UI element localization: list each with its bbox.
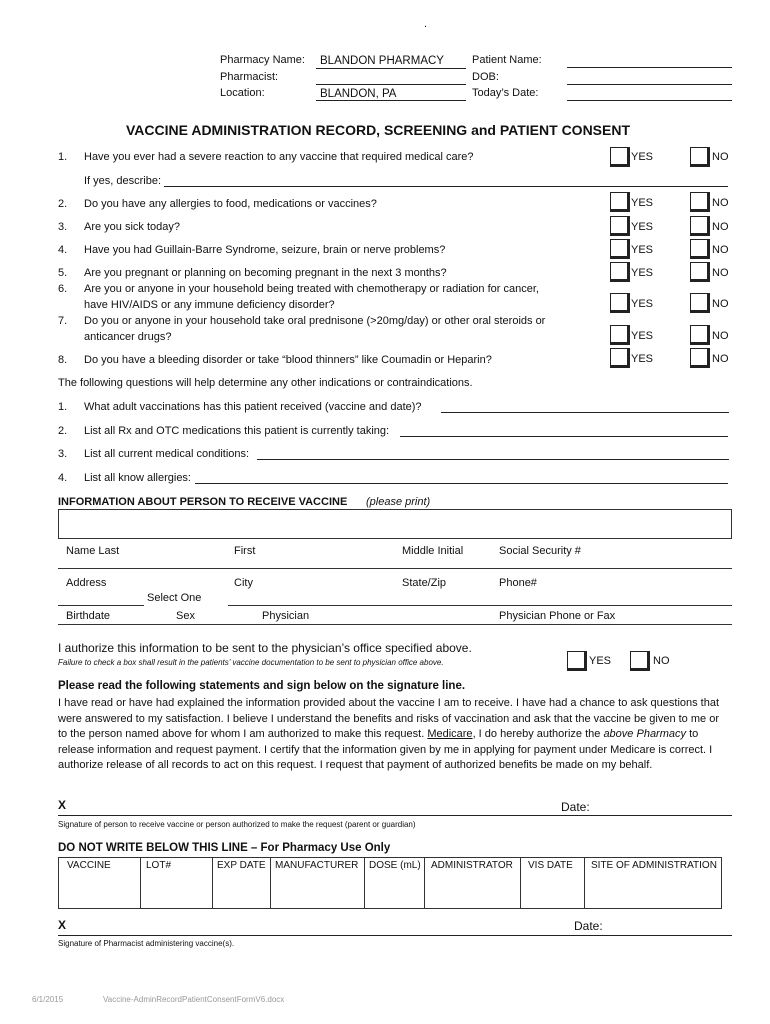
q6-yes-label: YES bbox=[631, 298, 654, 310]
i3-number: 3. bbox=[58, 448, 68, 460]
middle-initial-label: Middle Initial bbox=[402, 545, 464, 557]
patient-signature-caption: Signature of person to receive vaccine or person authorized to make the request (parent or guardian) bbox=[58, 820, 416, 829]
q1-number: 1. bbox=[58, 151, 68, 163]
location-value[interactable]: BLANDON, PA bbox=[320, 88, 397, 100]
q1-no-label: NO bbox=[712, 151, 729, 163]
todays-date-line[interactable] bbox=[567, 100, 732, 101]
consent-paragraph bbox=[58, 696, 730, 774]
col-sep-2 bbox=[212, 857, 213, 909]
q8-yes-checkbox[interactable] bbox=[610, 348, 630, 368]
pharmacist-signature-line[interactable] bbox=[58, 935, 732, 936]
q4-yes-label: YES bbox=[631, 244, 654, 256]
col-vis-date: VIS DATE bbox=[528, 860, 573, 871]
patient-signature-line[interactable] bbox=[58, 815, 732, 816]
q1-text: Have you ever had a severe reaction to any vaccine that required medical care? bbox=[84, 151, 474, 163]
consent-text-2: , I do hereby authorize the bbox=[472, 728, 604, 741]
authorize-no-checkbox[interactable] bbox=[630, 651, 650, 671]
birthdate-label: Birthdate bbox=[66, 610, 111, 622]
col-administrator: ADMINISTRATOR bbox=[431, 860, 513, 871]
phone-label: Phone# bbox=[499, 577, 537, 589]
col-lot: LOT# bbox=[146, 860, 172, 871]
q6-text-line2: have HIV/AIDS or any immune deficiency disorder? bbox=[84, 299, 335, 311]
q4-no-label: NO bbox=[712, 244, 729, 256]
authorize-yes-checkbox[interactable] bbox=[567, 651, 587, 671]
authorize-text: I authorize this information to be sent to the physician’s office specified above. bbox=[58, 641, 472, 655]
pharmacist-signature-x: X bbox=[58, 918, 67, 932]
q1-yes-checkbox[interactable] bbox=[610, 147, 630, 167]
first-label: First bbox=[234, 545, 256, 557]
dob-line[interactable] bbox=[567, 84, 732, 85]
page-title: VACCINE ADMINISTRATION RECORD, SCREENING and PATIENT CONSENT bbox=[126, 122, 631, 138]
city-label: City bbox=[234, 577, 253, 589]
i4-number: 4. bbox=[58, 472, 68, 484]
name-last-label: Name Last bbox=[66, 545, 120, 557]
col-sep-6 bbox=[520, 857, 521, 909]
q1-describe-line[interactable] bbox=[164, 186, 728, 187]
col-dose: DOSE (mL) bbox=[369, 860, 421, 871]
i2-number: 2. bbox=[58, 425, 68, 437]
q2-number: 2. bbox=[58, 198, 68, 210]
q7-yes-checkbox[interactable] bbox=[610, 325, 630, 345]
footer-date: 6/1/2015 bbox=[32, 995, 64, 1004]
q1-describe-label: If yes, describe: bbox=[84, 175, 162, 187]
q2-yes-label: YES bbox=[631, 197, 654, 209]
location-label: Location: bbox=[220, 87, 265, 99]
sex-select-dropdown[interactable]: Select One bbox=[147, 592, 202, 604]
q5-no-label: NO bbox=[712, 267, 729, 279]
i1-answer-line[interactable] bbox=[441, 412, 729, 413]
authorize-note: Failure to check a box shall result in the patients’ vaccine documentation to be sent to physician office above. bbox=[58, 658, 444, 667]
i1-number: 1. bbox=[58, 401, 68, 413]
col-sep-5 bbox=[424, 857, 425, 909]
q7-number: 7. bbox=[58, 315, 68, 327]
authorize-no-label: NO bbox=[653, 655, 670, 667]
i3-answer-line[interactable] bbox=[257, 459, 729, 460]
q4-text: Have you had Guillain-Barre Syndrome, seizure, brain or nerve problems? bbox=[84, 244, 446, 256]
q6-text-line1: Are you or anyone in your household being treated with chemotherapy or radiation for cancer, bbox=[84, 283, 539, 295]
q4-no-checkbox[interactable] bbox=[690, 239, 710, 259]
patient-signature-x: X bbox=[58, 798, 67, 812]
consent-text-3: to release information and request payment. I certify that the information given by me in applying for payment under Medicare is correct. I authorize release of all records to act on this request. I request that payment of authorized benefits be made on my behalf. bbox=[58, 728, 713, 772]
info-divider-1 bbox=[58, 568, 732, 569]
q5-yes-label: YES bbox=[631, 267, 654, 279]
q5-yes-checkbox[interactable] bbox=[610, 262, 630, 282]
consent-above: above bbox=[603, 728, 634, 741]
todays-date-label: Today’s Date: bbox=[472, 87, 539, 99]
q2-text: Do you have any allergies to food, medications or vaccines? bbox=[84, 198, 377, 210]
q6-number: 6. bbox=[58, 283, 68, 295]
info-divider-3 bbox=[58, 624, 732, 625]
q4-yes-checkbox[interactable] bbox=[610, 239, 630, 259]
q8-no-checkbox[interactable] bbox=[690, 348, 710, 368]
q7-text-line2: anticancer drugs? bbox=[84, 331, 172, 343]
physician-label: Physician bbox=[262, 610, 310, 622]
sex-label: Sex bbox=[176, 610, 195, 622]
i2-answer-line[interactable] bbox=[400, 436, 728, 437]
col-sep-4 bbox=[364, 857, 365, 909]
authorize-yes-label: YES bbox=[589, 655, 612, 667]
info-heading: INFORMATION ABOUT PERSON TO RECEIVE VACCINE bbox=[58, 496, 348, 508]
q8-no-label: NO bbox=[712, 353, 729, 365]
consent-medicare: Medicare bbox=[427, 728, 473, 741]
q6-yes-checkbox[interactable] bbox=[610, 293, 630, 313]
top-dot: . bbox=[424, 18, 428, 30]
consent-pharmacy: Pharmacy bbox=[636, 728, 687, 741]
q5-no-checkbox[interactable] bbox=[690, 262, 710, 282]
col-site: SITE OF ADMINISTRATION bbox=[591, 860, 717, 871]
indications-intro: The following questions will help determine any other indications or contraindications. bbox=[58, 377, 473, 389]
pharmacist-line[interactable] bbox=[316, 84, 466, 85]
i1-text: What adult vaccinations has this patient received (vaccine and date)? bbox=[84, 401, 422, 413]
col-vaccine: VACCINE bbox=[67, 860, 111, 871]
q8-yes-label: YES bbox=[631, 353, 654, 365]
q5-number: 5. bbox=[58, 267, 68, 279]
patient-name-label: Patient Name: bbox=[472, 54, 542, 66]
patient-date-label: Date: bbox=[561, 800, 590, 814]
q2-no-checkbox[interactable] bbox=[690, 192, 710, 212]
i3-text: List all current medical conditions: bbox=[84, 448, 250, 460]
q3-number: 3. bbox=[58, 221, 68, 233]
col-sep-3 bbox=[270, 857, 271, 909]
q2-yes-checkbox[interactable] bbox=[610, 192, 630, 212]
col-sep-7 bbox=[584, 857, 585, 909]
info-divider-2a bbox=[58, 605, 144, 606]
q3-no-label: NO bbox=[712, 221, 729, 233]
q4-number: 4. bbox=[58, 244, 68, 256]
dob-label: DOB: bbox=[472, 71, 499, 83]
q7-yes-label: YES bbox=[631, 330, 654, 342]
pharmacy-name-value[interactable]: BLANDON PHARMACY bbox=[320, 55, 444, 67]
pharmacy-use-heading: DO NOT WRITE BELOW THIS LINE – For Pharmacy Use Only bbox=[58, 842, 391, 854]
pharmacist-label: Pharmacist: bbox=[220, 71, 279, 83]
col-exp-date: EXP DATE bbox=[217, 860, 266, 871]
i4-text: List all know allergies: bbox=[84, 472, 191, 484]
q6-no-checkbox[interactable] bbox=[690, 293, 710, 313]
q1-yes-label: YES bbox=[631, 151, 654, 163]
i4-answer-line[interactable] bbox=[195, 483, 728, 484]
q3-no-checkbox[interactable] bbox=[690, 216, 710, 236]
state-zip-label: State/Zip bbox=[402, 577, 447, 589]
q7-text-line1: Do you or anyone in your household take oral prednisone (>20mg/day) or other oral steroids or bbox=[84, 315, 546, 327]
q2-no-label: NO bbox=[712, 197, 729, 209]
q8-number: 8. bbox=[58, 354, 68, 366]
q3-text: Are you sick today? bbox=[84, 221, 180, 233]
ssn-label: Social Security # bbox=[499, 545, 581, 557]
pharmacist-date-label: Date: bbox=[574, 919, 603, 933]
pharmacy-name-label: Pharmacy Name: bbox=[220, 54, 305, 66]
info-heading-note: (please print) bbox=[366, 496, 431, 508]
q3-yes-label: YES bbox=[631, 221, 654, 233]
i2-text: List all Rx and OTC medications this patient is currently taking: bbox=[84, 425, 390, 437]
info-name-box[interactable] bbox=[58, 509, 732, 539]
q7-no-checkbox[interactable] bbox=[690, 325, 710, 345]
pharmacist-signature-caption: Signature of Pharmacist administering vaccine(s). bbox=[58, 939, 235, 948]
footer-filename: Vaccine-AdminRecordPatientConsentFormV6.docx bbox=[103, 995, 285, 1004]
info-divider-2b bbox=[228, 605, 732, 606]
pharmacy-name-line bbox=[316, 68, 466, 69]
consent-text-1: I have read or have had explained the information provided about the vaccine I am to receive. I have had a chance to ask questions that were answered to my satisfaction. I believe I understand the benefits and risks of vaccination and ask that the vaccine be given to me or to the person named above for whom I am authorized to make this request. bbox=[58, 697, 720, 741]
physician-phone-label: Physician Phone or Fax bbox=[499, 610, 616, 622]
q8-text: Do you have a bleeding disorder or take “blood thinners” like Coumadin or Heparin? bbox=[84, 354, 492, 366]
col-manufacturer: MANUFACTURER bbox=[275, 860, 359, 871]
q7-no-label: NO bbox=[712, 330, 729, 342]
q3-yes-checkbox[interactable] bbox=[610, 216, 630, 236]
address-label: Address bbox=[66, 577, 107, 589]
consent-heading: Please read the following statements and sign below on the signature line. bbox=[58, 680, 466, 692]
q6-no-label: NO bbox=[712, 298, 729, 310]
q1-no-checkbox[interactable] bbox=[690, 147, 710, 167]
patient-name-line[interactable] bbox=[567, 67, 732, 68]
q5-text: Are you pregnant or planning on becoming pregnant in the next 3 months? bbox=[84, 267, 447, 279]
col-sep-1 bbox=[140, 857, 141, 909]
location-line bbox=[316, 100, 466, 101]
